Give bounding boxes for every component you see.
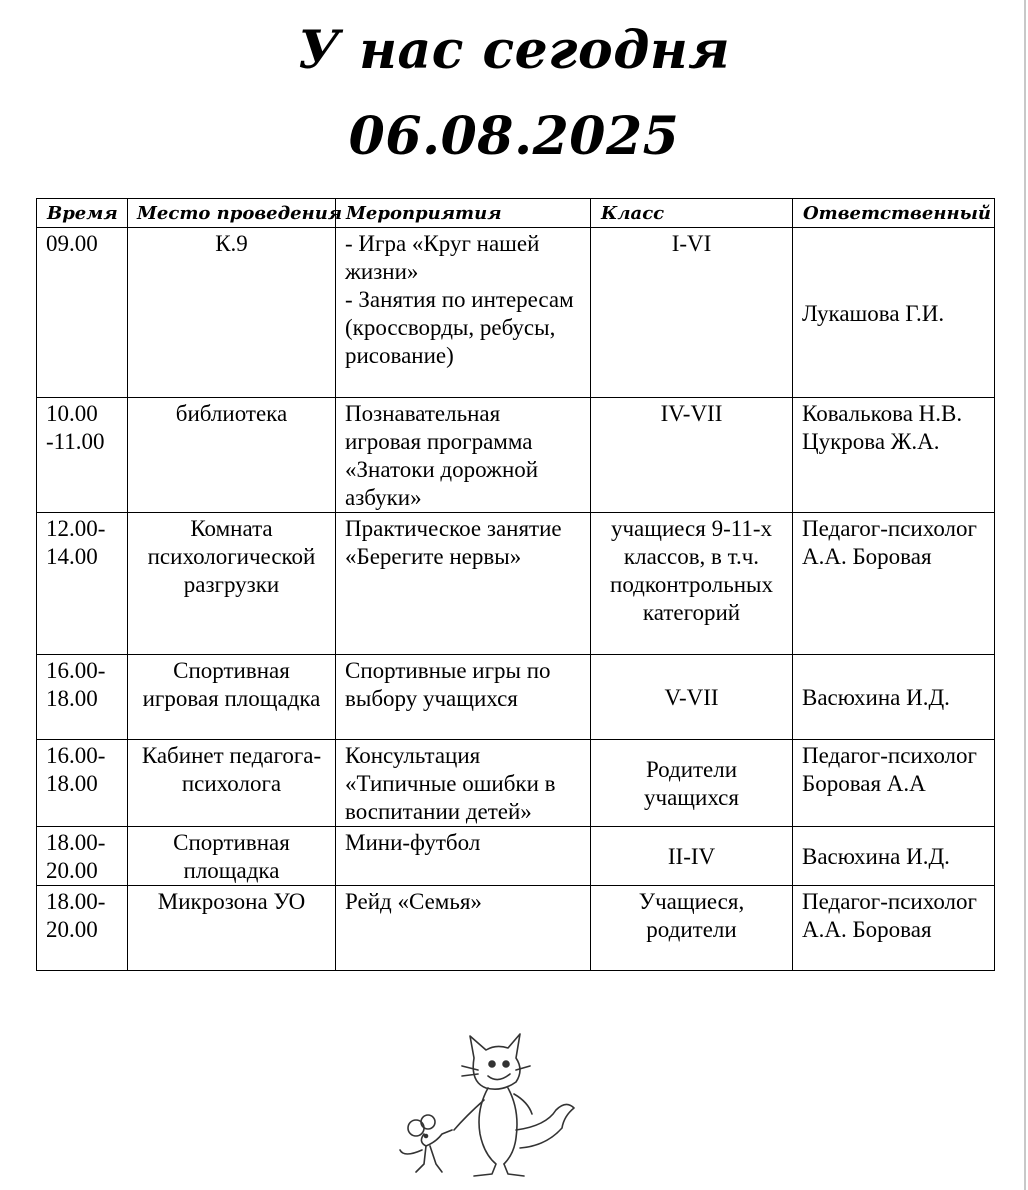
class-cell: IV-VII (591, 398, 793, 513)
table-row (37, 398, 995, 513)
responsible-cell: Педагог-психолог А.А. Боровая (793, 513, 995, 655)
place-cell: Кабинет педагога-психолога (128, 740, 336, 827)
event-cell: Консультация «Типичные ошибки в воспитании детей» (336, 740, 591, 827)
event-cell: Познавательная игровая программа «Знатоки дорожной азбуки» (336, 398, 591, 513)
schedule-table (36, 198, 995, 971)
event-line: - Занятия по интересам (кроссворды, ребусы, рисование) (345, 287, 574, 368)
table-row (37, 228, 995, 398)
page-edge-rule (1024, 0, 1026, 1190)
class-cell: V-VII (591, 655, 793, 740)
event-cell: Рейд «Семья» (336, 886, 591, 971)
time-cell: 18.00-20.00 (37, 827, 128, 886)
page-title: У нас сегодня (297, 20, 731, 81)
responsible-cell: Васюхина И.Д. (793, 827, 995, 886)
responsible-cell: Педагог-психолог Боровая А.А (793, 740, 995, 827)
time-cell: 18.00-20.00 (37, 886, 128, 971)
responsible-cell: Педагог-психолог А.А. Боровая (793, 886, 995, 971)
event-cell: Мини-футбол (336, 827, 591, 886)
time-cell: 09.00 (37, 228, 128, 398)
responsible-cell: Васюхина И.Д. (793, 655, 995, 740)
event-cell: Спортивные игры по выбору учащихся (336, 655, 591, 740)
place-cell: Комната психологической разгрузки (128, 513, 336, 655)
place-cell: Спортивная игровая площадка (128, 655, 336, 740)
column-header-events: Мероприятия (336, 199, 591, 228)
place-cell: Микрозона УО (128, 886, 336, 971)
cat-and-mouse-cartoon-icon (396, 1030, 580, 1180)
table-header-row (37, 199, 995, 228)
place-cell: К.9 (128, 228, 336, 398)
time-cell: 10.00 -11.00 (37, 398, 128, 513)
class-cell: II-IV (591, 827, 793, 886)
class-cell: Учащиеся, родители (591, 886, 793, 971)
table-row (37, 513, 995, 655)
event-cell (336, 228, 591, 398)
table-row (37, 655, 995, 740)
column-header-place: Место проведения (128, 199, 336, 228)
column-header-time: Время (37, 199, 128, 228)
column-header-class: Класс (591, 199, 793, 228)
time-cell: 16.00-18.00 (37, 740, 128, 827)
event-cell: Практическое занятие «Берегите нервы» (336, 513, 591, 655)
table-row (37, 740, 995, 827)
responsible-cell: Лукашова Г.И. (793, 228, 995, 398)
event-line: - Игра «Круг нашей жизни» (345, 231, 540, 284)
responsible-cell: Ковалькова Н.В. Цукрова Ж.А. (793, 398, 995, 513)
table-row (37, 886, 995, 971)
time-cell: 12.00-14.00 (37, 513, 128, 655)
place-cell: Спортивная площадка (128, 827, 336, 886)
time-cell: 16.00-18.00 (37, 655, 128, 740)
column-header-responsible: Ответственный (793, 199, 995, 228)
class-cell: Родители учащихся (591, 740, 793, 827)
page-date: 06.08.2025 (348, 106, 680, 167)
class-cell: I-VI (591, 228, 793, 398)
place-cell: библиотека (128, 398, 336, 513)
table-row (37, 827, 995, 886)
class-cell: учащиеся 9-11-х классов, в т.ч. подконтрольных категорий (591, 513, 793, 655)
